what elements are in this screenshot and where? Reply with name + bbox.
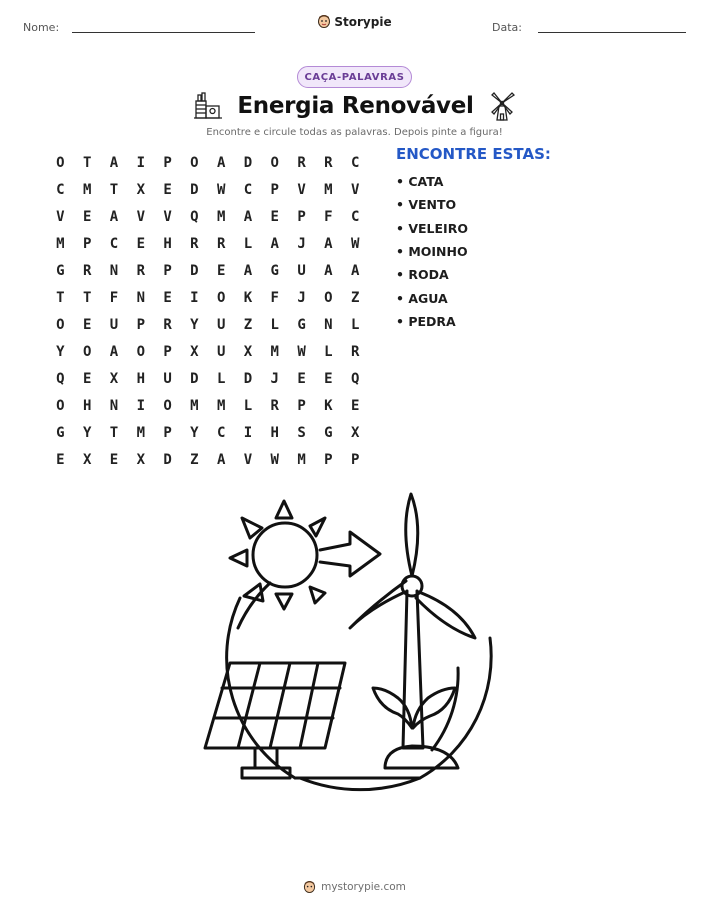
- solar-panel-icon: [205, 663, 345, 748]
- grid-cell[interactable]: X: [190, 343, 199, 360]
- grid-cell[interactable]: W: [216, 181, 226, 198]
- grid-cell[interactable]: L: [350, 316, 360, 333]
- grid-cell[interactable]: P: [324, 451, 333, 468]
- grid-cell[interactable]: O: [56, 397, 65, 414]
- grid-row: [47, 446, 369, 473]
- grid-cell[interactable]: N: [109, 262, 119, 279]
- grid-cell[interactable]: C: [350, 154, 360, 171]
- page-title: Energia Renovável: [237, 93, 474, 119]
- word-list-item: • VENTO: [396, 197, 457, 213]
- word-list-item: • AGUA: [396, 290, 448, 306]
- grid-cell[interactable]: I: [190, 289, 199, 306]
- grid-cell[interactable]: X: [109, 370, 119, 387]
- grid-cell[interactable]: M: [216, 397, 226, 414]
- grid-cell[interactable]: M: [270, 343, 279, 360]
- grid-cell[interactable]: R: [163, 316, 172, 333]
- grid-row: [47, 419, 369, 446]
- grid-cell[interactable]: L: [270, 316, 279, 333]
- grid-cell[interactable]: D: [190, 370, 199, 387]
- grid-cell[interactable]: M: [324, 181, 333, 198]
- grid-cell[interactable]: P: [82, 235, 92, 252]
- grid-cell[interactable]: Z: [350, 289, 360, 306]
- brand-name: Storypie: [334, 14, 392, 29]
- grid-cell[interactable]: A: [270, 235, 279, 252]
- grid-cell[interactable]: Z: [190, 451, 199, 468]
- grid-cell[interactable]: P: [163, 343, 172, 360]
- grid-cell[interactable]: I: [136, 154, 145, 171]
- grid-cell[interactable]: O: [270, 154, 279, 171]
- grid-cell[interactable]: L: [243, 397, 253, 414]
- grid-cell[interactable]: P: [136, 316, 145, 333]
- grid-cell[interactable]: E: [163, 289, 172, 306]
- grid-cell[interactable]: E: [136, 235, 145, 252]
- grid-cell[interactable]: R: [297, 154, 306, 171]
- grid-cell[interactable]: O: [56, 316, 65, 333]
- instructions: Encontre e circule todas as palavras. Depois pinte a figura!: [206, 127, 503, 138]
- grid-cell[interactable]: U: [216, 343, 226, 360]
- grid-cell[interactable]: M: [216, 208, 226, 225]
- grid-cell[interactable]: X: [82, 451, 92, 468]
- grid-row: [47, 311, 369, 338]
- grid-cell[interactable]: J: [270, 370, 279, 387]
- grid-cell[interactable]: H: [270, 424, 279, 441]
- grid-cell[interactable]: Z: [243, 316, 253, 333]
- grid-cell[interactable]: A: [216, 154, 226, 171]
- grid-cell[interactable]: D: [243, 154, 253, 171]
- grid-cell[interactable]: C: [350, 208, 360, 225]
- grid-row: [47, 203, 369, 230]
- grid-cell[interactable]: G: [324, 424, 333, 441]
- sun-icon: [253, 523, 317, 587]
- grid-cell[interactable]: V: [163, 208, 172, 225]
- grid-cell[interactable]: O: [324, 289, 333, 306]
- grid-cell[interactable]: E: [109, 451, 119, 468]
- grid-cell[interactable]: R: [190, 235, 199, 252]
- footer: [0, 880, 709, 894]
- grid-cell[interactable]: U: [216, 316, 226, 333]
- grid-cell[interactable]: N: [109, 397, 119, 414]
- grid-cell[interactable]: Y: [190, 316, 199, 333]
- footer-site[interactable]: mystorypie.com: [321, 881, 406, 893]
- grid-row: [47, 149, 369, 176]
- windmill-icon: [488, 90, 516, 122]
- name-label: Nome:: [23, 21, 60, 34]
- grid-cell[interactable]: W: [297, 343, 306, 360]
- grid-cell[interactable]: R: [216, 235, 226, 252]
- grid-cell[interactable]: K: [243, 289, 253, 306]
- grid-cell[interactable]: P: [297, 397, 306, 414]
- grid-cell[interactable]: E: [297, 370, 306, 387]
- date-label: Data:: [492, 21, 522, 34]
- grid-cell[interactable]: G: [270, 262, 279, 279]
- grid-cell[interactable]: O: [82, 343, 92, 360]
- grid-cell[interactable]: V: [297, 181, 306, 198]
- grid-cell[interactable]: R: [270, 397, 279, 414]
- storypie-mascot-icon: [317, 14, 331, 29]
- grid-cell[interactable]: J: [297, 289, 306, 306]
- renewable-energy-illustration: [200, 488, 510, 798]
- grid-row: [47, 284, 369, 311]
- grid-cell[interactable]: L: [216, 370, 226, 387]
- grid-cell[interactable]: Q: [350, 370, 360, 387]
- word-list: [396, 170, 468, 333]
- brand-logo: [0, 14, 709, 29]
- grid-cell[interactable]: D: [163, 451, 172, 468]
- grid-cell[interactable]: E: [216, 262, 226, 279]
- grid-cell[interactable]: J: [297, 235, 306, 252]
- grid-row: [47, 176, 369, 203]
- grid-cell[interactable]: C: [243, 181, 253, 198]
- grid-cell[interactable]: X: [243, 343, 253, 360]
- grid-cell[interactable]: F: [324, 208, 333, 225]
- grid-cell[interactable]: L: [243, 235, 253, 252]
- grid-cell[interactable]: Y: [82, 424, 92, 441]
- grid-cell[interactable]: M: [56, 235, 65, 252]
- grid-cell[interactable]: E: [350, 397, 360, 414]
- grid-cell[interactable]: A: [109, 208, 119, 225]
- grid-cell[interactable]: G: [56, 262, 65, 279]
- grid-cell[interactable]: W: [270, 451, 279, 468]
- grid-cell[interactable]: O: [190, 154, 199, 171]
- factory-icon: [193, 91, 223, 121]
- grid-cell[interactable]: C: [109, 235, 119, 252]
- word-list-item: • VELEIRO: [396, 220, 468, 236]
- grid-cell[interactable]: Y: [190, 424, 199, 441]
- grid-cell[interactable]: A: [324, 235, 333, 252]
- grid-row: [47, 365, 369, 392]
- grid-cell[interactable]: H: [82, 397, 92, 414]
- grid-cell[interactable]: M: [82, 181, 92, 198]
- grid-cell[interactable]: C: [216, 424, 226, 441]
- grid-cell[interactable]: O: [163, 397, 172, 414]
- grid-cell[interactable]: L: [324, 343, 333, 360]
- grid-cell[interactable]: E: [82, 316, 92, 333]
- grid-cell[interactable]: K: [324, 397, 333, 414]
- grid-cell[interactable]: D: [190, 262, 199, 279]
- grid-cell[interactable]: I: [243, 424, 253, 441]
- word-list-item: • MOINHO: [396, 244, 468, 260]
- grid-cell[interactable]: R: [136, 262, 145, 279]
- grid-cell[interactable]: V: [56, 208, 65, 225]
- grid-cell[interactable]: S: [297, 424, 306, 441]
- grid-cell[interactable]: O: [56, 154, 65, 171]
- grid-cell[interactable]: E: [82, 370, 92, 387]
- grid-cell[interactable]: H: [136, 370, 145, 387]
- grid-cell[interactable]: A: [216, 451, 226, 468]
- grid-cell[interactable]: R: [82, 262, 92, 279]
- word-list-item: • RODA: [396, 267, 449, 283]
- title-row: [0, 90, 709, 122]
- grid-cell[interactable]: U: [163, 370, 172, 387]
- grid-cell[interactable]: M: [297, 451, 306, 468]
- word-list-item: • CATA: [396, 174, 444, 190]
- grid-cell[interactable]: G: [297, 316, 306, 333]
- grid-cell[interactable]: U: [109, 316, 119, 333]
- grid-cell[interactable]: Y: [56, 343, 65, 360]
- grid-cell[interactable]: E: [324, 370, 333, 387]
- grid-cell[interactable]: F: [270, 289, 279, 306]
- grid-cell[interactable]: P: [297, 208, 306, 225]
- grid-cell[interactable]: O: [136, 343, 145, 360]
- grid-cell[interactable]: R: [324, 154, 333, 171]
- grid-cell[interactable]: G: [56, 424, 65, 441]
- grid-cell[interactable]: C: [56, 181, 65, 198]
- grid-cell[interactable]: M: [136, 424, 145, 441]
- grid-cell[interactable]: D: [243, 370, 253, 387]
- grid-cell[interactable]: E: [163, 181, 172, 198]
- grid-cell[interactable]: T: [82, 289, 92, 306]
- grid-cell[interactable]: N: [324, 316, 333, 333]
- grid-cell[interactable]: X: [136, 181, 145, 198]
- word-search-grid[interactable]: [47, 149, 369, 473]
- date-line[interactable]: [538, 32, 686, 33]
- grid-cell[interactable]: V: [243, 451, 253, 468]
- grid-row: [47, 257, 369, 284]
- grid-cell[interactable]: T: [109, 424, 119, 441]
- grid-cell[interactable]: U: [297, 262, 306, 279]
- grid-cell[interactable]: A: [324, 262, 333, 279]
- grid-cell[interactable]: X: [350, 424, 360, 441]
- grid-cell[interactable]: E: [56, 451, 65, 468]
- grid-cell[interactable]: P: [163, 262, 172, 279]
- grid-cell[interactable]: P: [163, 424, 172, 441]
- grid-cell[interactable]: P: [270, 181, 279, 198]
- grid-cell[interactable]: H: [163, 235, 172, 252]
- grid-cell[interactable]: P: [163, 154, 172, 171]
- grid-cell[interactable]: R: [350, 343, 360, 360]
- grid-cell[interactable]: Q: [190, 208, 199, 225]
- grid-row: [47, 338, 369, 365]
- grid-cell[interactable]: M: [190, 397, 199, 414]
- grid-cell[interactable]: N: [136, 289, 145, 306]
- grid-cell[interactable]: P: [350, 451, 360, 468]
- grid-cell[interactable]: T: [109, 181, 119, 198]
- grid-cell[interactable]: V: [136, 208, 145, 225]
- grid-cell[interactable]: A: [243, 208, 253, 225]
- grid-cell[interactable]: T: [56, 289, 65, 306]
- grid-cell[interactable]: E: [82, 208, 92, 225]
- grid-cell[interactable]: E: [270, 208, 279, 225]
- grid-cell[interactable]: D: [190, 181, 199, 198]
- word-list-title: ENCONTRE ESTAS:: [396, 145, 551, 163]
- grid-cell[interactable]: A: [243, 262, 253, 279]
- category-badge: CAÇA-PALAVRAS: [297, 66, 412, 88]
- grid-cell[interactable]: T: [82, 154, 92, 171]
- storypie-mascot-icon: [303, 880, 316, 894]
- grid-cell[interactable]: I: [136, 397, 145, 414]
- grid-cell[interactable]: V: [350, 181, 360, 198]
- grid-cell[interactable]: X: [136, 451, 145, 468]
- grid-row: [47, 392, 369, 419]
- word-list-item: • PEDRA: [396, 313, 456, 329]
- grid-cell[interactable]: F: [109, 289, 119, 306]
- grid-cell[interactable]: A: [109, 154, 119, 171]
- grid-cell[interactable]: W: [350, 235, 360, 252]
- grid-cell[interactable]: Q: [56, 370, 65, 387]
- grid-cell[interactable]: A: [350, 262, 360, 279]
- grid-row: [47, 230, 369, 257]
- grid-cell[interactable]: O: [216, 289, 226, 306]
- name-line[interactable]: [72, 32, 255, 33]
- grid-cell[interactable]: A: [109, 343, 119, 360]
